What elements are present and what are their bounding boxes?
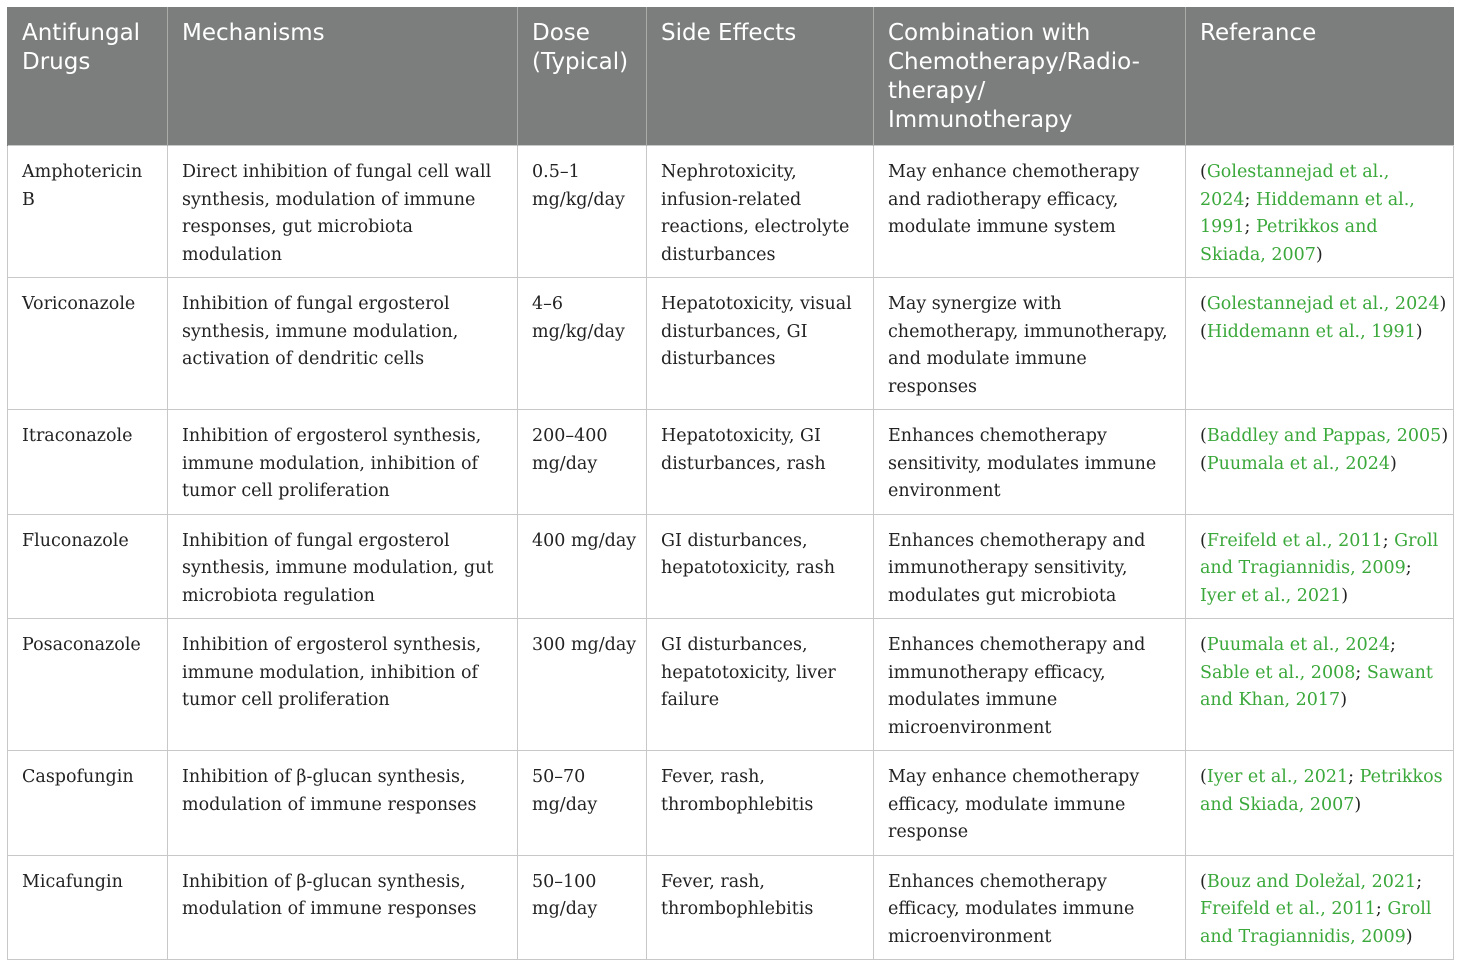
mechanisms-cell: Inhibition of β-glucan synthesis, modulation of immune responses (168, 855, 518, 960)
reference-link[interactable]: Golestannejad et al., 2024 (1200, 162, 1390, 210)
side-effects-cell: GI disturbances, hepatotoxicity, rash (647, 514, 874, 619)
reference-link[interactable]: Puumala et al., 2024 (1206, 635, 1390, 655)
dose-cell: 400 mg/day (518, 514, 647, 619)
header-side-effects: Side Effects (647, 7, 874, 146)
reference-cell: (Golestannejad et al., 2024) (Hiddemann et al., 1991) (1186, 278, 1454, 410)
header-dose: Dose (Typical) (518, 7, 647, 146)
reference-link[interactable]: Hiddemann et al., 1991 (1200, 189, 1415, 237)
combination-cell: May enhance chemotherapy efficacy, modulate immune response (874, 751, 1186, 856)
reference-link[interactable]: Iyer et al., 2021 (1206, 767, 1349, 787)
mechanisms-cell: Inhibition of ergosterol synthesis, immune modulation, inhibition of tumor cell proliferation (168, 619, 518, 751)
side-effects-cell: GI disturbances, hepatotoxicity, liver failure (647, 619, 874, 751)
table-row (8, 410, 1454, 515)
dose-cell: 0.5–1 mg/kg/day (518, 146, 647, 278)
reference-link[interactable]: Hiddemann et al., 1991 (1206, 321, 1416, 342)
mechanisms-cell: Direct inhibition of fungal cell wall synthesis, modulation of immune responses, gut microbiota modulation (168, 146, 518, 278)
header-drug: Antifungal Drugs (8, 7, 168, 146)
header-combination: Combination with Chemotherapy/Radio-therapy/ Immunotherapy (874, 7, 1186, 146)
side-effects-cell: Hepatotoxicity, visual disturbances, GI disturbances (647, 278, 874, 410)
reference-link[interactable]: Groll and Tragiannidis, 2009 (1200, 530, 1439, 578)
mechanisms-cell: Inhibition of ergosterol synthesis, immune modulation, inhibition of tumor cell proliferation (168, 410, 518, 515)
reference-link[interactable]: Bouz and Doležal, 2021 (1206, 871, 1417, 892)
side-effects-cell: Fever, rash, thrombophlebitis (647, 855, 874, 960)
reference-cell: (Iyer et al., 2021; Petrikkos and Skiada, 2007) (1186, 751, 1454, 856)
drug-cell: Posaconazole (8, 619, 168, 751)
reference-link[interactable]: Sawant and Khan, 2017 (1200, 662, 1433, 710)
reference-link[interactable]: Freifeld et al., 2011 (1200, 899, 1376, 919)
combination-cell: May enhance chemotherapy and radiotherapy efficacy, modulate immune system (874, 146, 1186, 278)
combination-cell: Enhances chemotherapy sensitivity, modulates immune environment (874, 410, 1186, 515)
dose-cell: 200–400 mg/day (518, 410, 647, 515)
drug-cell: Amphotericin B (8, 146, 168, 278)
combination-cell: May synergize with chemotherapy, immunotherapy, and modulate immune responses (874, 278, 1186, 410)
header-reference: Referance (1186, 7, 1454, 146)
reference-link[interactable]: Iyer et al., 2021 (1200, 585, 1342, 606)
drug-cell: Micafungin (8, 855, 168, 960)
table-row (8, 514, 1454, 619)
combination-cell: Enhances chemotherapy and immunotherapy sensitivity, modulates gut microbiota (874, 514, 1186, 619)
reference-link[interactable]: Sable et al., 2008 (1200, 662, 1356, 683)
reference-link[interactable]: Petrikkos and Skiada, 2007 (1200, 217, 1378, 265)
reference-link[interactable]: Baddley and Pappas, 2005 (1206, 426, 1442, 446)
reference-link[interactable]: Petrikkos and Skiada, 2007 (1200, 767, 1443, 815)
reference-link[interactable]: Golestannejad et al., 2024 (1206, 294, 1440, 314)
drug-cell: Caspofungin (8, 751, 168, 856)
side-effects-cell: Nephrotoxicity, infusion-related reactions, electrolyte disturbances (647, 146, 874, 278)
mechanisms-cell: Inhibition of β-glucan synthesis, modulation of immune responses (168, 751, 518, 856)
mechanisms-cell: Inhibition of fungal ergosterol synthesis, immune modulation, activation of dendritic cells (168, 278, 518, 410)
dose-cell: 50–100 mg/day (518, 855, 647, 960)
table-row (8, 278, 1454, 410)
reference-cell: (Freifeld et al., 2011; Groll and Tragiannidis, 2009; Iyer et al., 2021) (1186, 514, 1454, 619)
combination-cell: Enhances chemotherapy and immunotherapy efficacy, modulates immune microenvironment (874, 619, 1186, 751)
reference-cell: (Bouz and Doležal, 2021; Freifeld et al., 2011; Groll and Tragiannidis, 2009) (1186, 855, 1454, 960)
side-effects-cell: Hepatotoxicity, GI disturbances, rash (647, 410, 874, 515)
header-row (8, 7, 1454, 146)
table-row (8, 751, 1454, 856)
drug-cell: Itraconazole (8, 410, 168, 515)
reference-link[interactable]: Groll and Tragiannidis, 2009 (1200, 899, 1432, 947)
table-row (8, 855, 1454, 960)
reference-link[interactable]: Puumala et al., 2024 (1206, 453, 1390, 474)
reference-cell: (Puumala et al., 2024; Sable et al., 2008; Sawant and Khan, 2017) (1186, 619, 1454, 751)
drug-cell: Fluconazole (8, 514, 168, 619)
dose-cell: 4–6 mg/kg/day (518, 278, 647, 410)
side-effects-cell: Fever, rash, thrombophlebitis (647, 751, 874, 856)
drug-cell: Voriconazole (8, 278, 168, 410)
mechanisms-cell: Inhibition of fungal ergosterol synthesis, immune modulation, gut microbiota regulation (168, 514, 518, 619)
combination-cell: Enhances chemotherapy efficacy, modulates immune microenvironment (874, 855, 1186, 960)
dose-cell: 50–70 mg/day (518, 751, 647, 856)
dose-cell: 300 mg/day (518, 619, 647, 751)
table-row (8, 619, 1454, 751)
header-mechanisms: Mechanisms (168, 7, 518, 146)
table-row (8, 146, 1454, 278)
reference-cell: (Baddley and Pappas, 2005) (Puumala et al., 2024) (1186, 410, 1454, 515)
antifungal-drugs-table (7, 7, 1454, 960)
reference-link[interactable]: Freifeld et al., 2011 (1206, 530, 1383, 551)
reference-cell: (Golestannejad et al., 2024; Hiddemann et al., 1991; Petrikkos and Skiada, 2007) (1186, 146, 1454, 278)
